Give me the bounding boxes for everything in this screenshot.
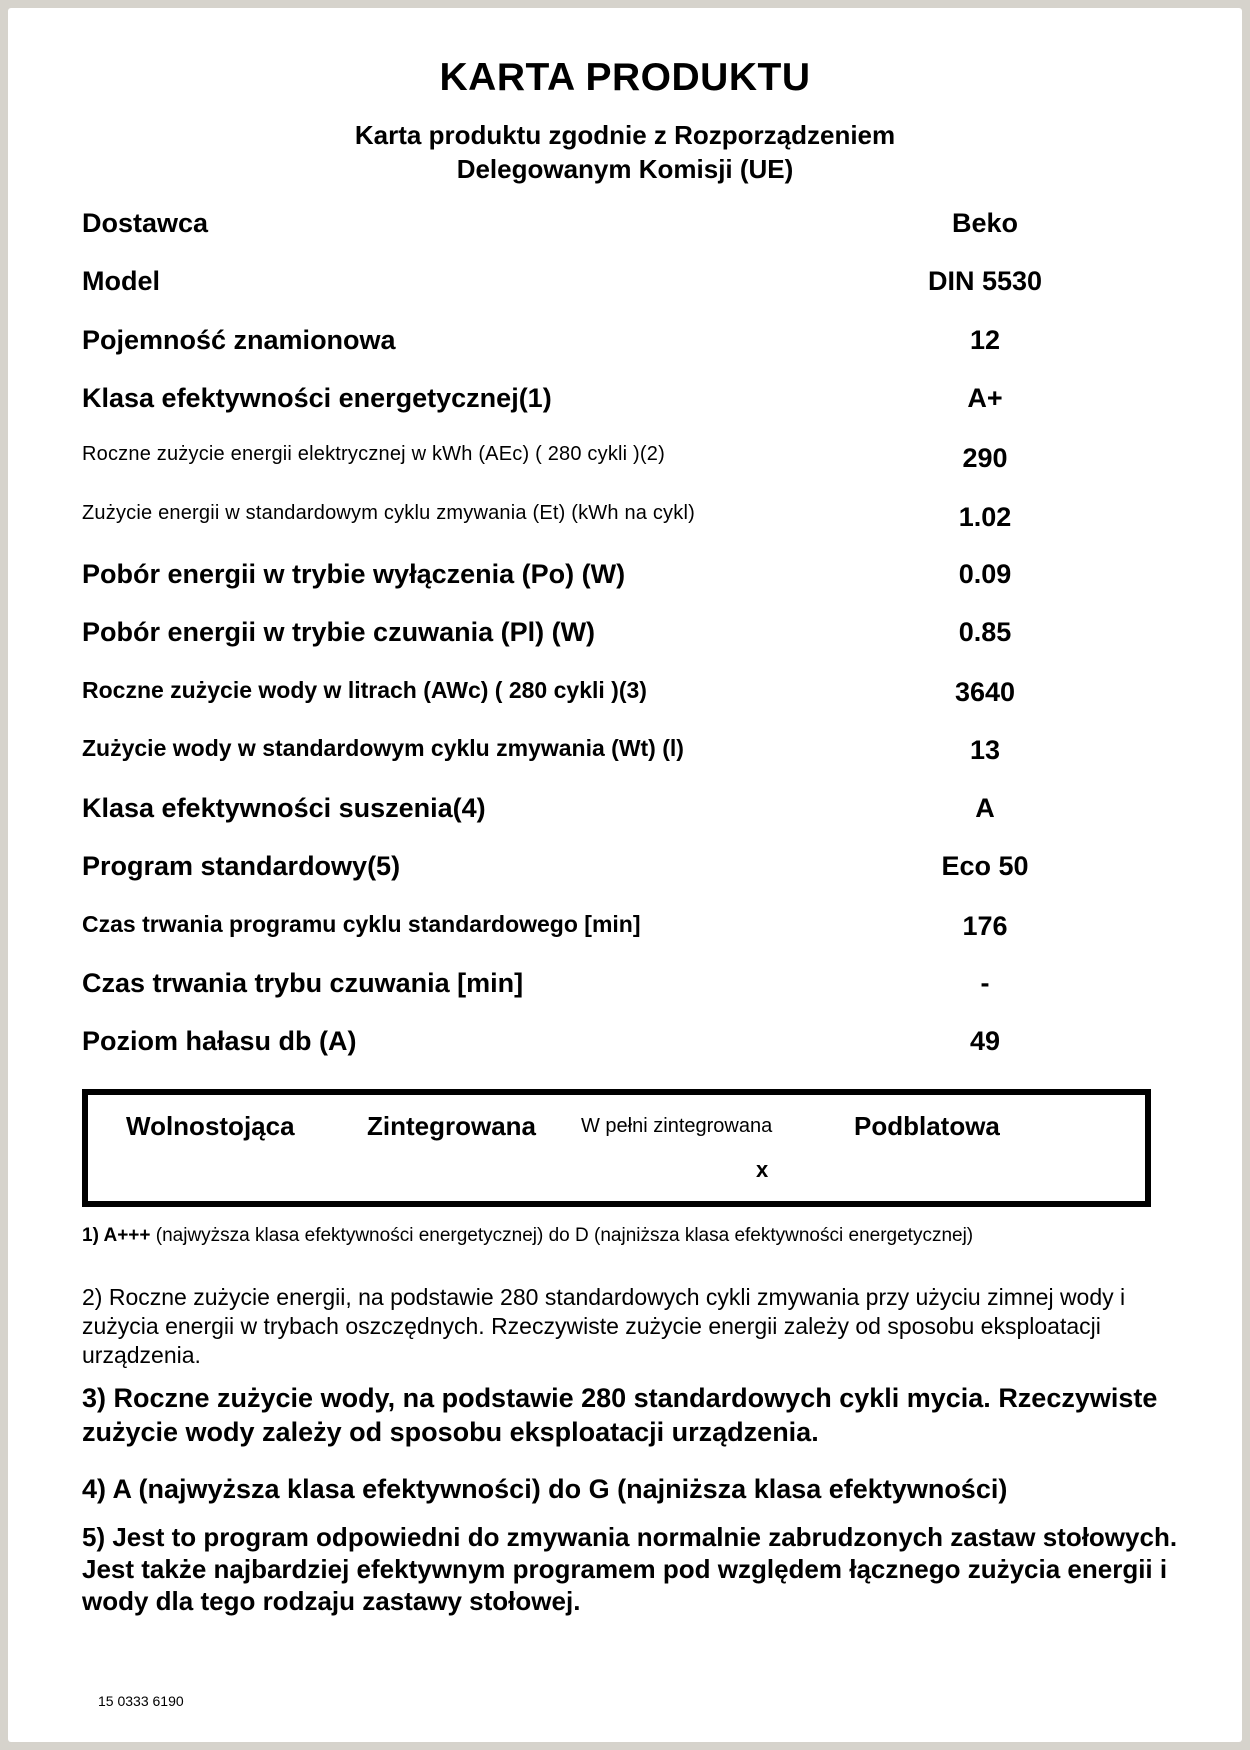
row-value: 1.02 [958,502,1012,532]
row-label: Pobór energii w trybie czuwania (Pl) (W) [82,617,596,647]
row-label: Czas trwania programu cyklu standardowego [min] [82,911,641,937]
row-label: Roczne zużycie energii elektrycznej w kWh (AEc) ( 280 cykli )(2) [82,443,665,465]
row-label: Roczne zużycie wody w litrach (AWc) ( 280 cykli )(3) [82,677,647,703]
install-type-fully-integrated: W pełni zintegrowana [581,1115,773,1137]
row-value: DIN 5530 [927,266,1043,296]
footnote-1 [82,1225,1182,1247]
row-value: A+ [967,383,1003,413]
install-type-undercounter: Podblatowa [854,1111,1000,1141]
footnote-1-prefix: 1) A+++ [82,1225,151,1246]
page-title: KARTA PRODUKTU [439,56,811,99]
subtitle-line-2: Delegowanym Komisji (UE) [456,154,794,184]
row-value: 49 [969,1026,1001,1056]
install-type-integrated: Zintegrowana [367,1111,537,1141]
product-sheet [8,8,1242,1742]
installation-type-box [82,1089,1151,1207]
row-label: Program standardowy(5) [82,851,401,881]
row-label: Zużycie wody w standardowym cyklu zmywania (Wt) (l) [82,735,684,761]
row-value: A [975,793,995,823]
row-value: 13 [969,735,1001,765]
install-type-freestanding: Wolnostojąca [126,1111,295,1141]
install-type-selected-mark: x [756,1157,769,1182]
footnote-5: 5) Jest to program odpowiedni do zmywania normalnie zabrudzonych zastaw stołowych. Jest także najbardziej efektywnym programem pod względem łącznego zużycia energii i wody dla tego rodzaju zastawy stołowej. [82,1522,1178,1616]
row-value: 0.85 [958,617,1012,647]
row-label: Klasa efektywności energetycznej(1) [82,383,552,413]
row-value: Eco 50 [941,851,1029,881]
row-value: 290 [962,443,1008,473]
subtitle-line-1: Karta produktu zgodnie z Rozporządzeniem [354,120,896,150]
row-label: Model [82,266,160,296]
row-value: 3640 [954,677,1016,707]
footnote-1-text: (najwyższa klasa efektywności energetycznej) do D (najniższa klasa efektywności energetycznej) [150,1225,974,1246]
footnote-2: 2) Roczne zużycie energii, na podstawie 280 standardowych cykli zmywania przy użyciu zimnej wody i zużycia energii w trybach oszczędnych. Rzeczywiste zużycie energii zależy od sposobu eksploatacji urządzenia. [82,1284,1126,1368]
row-label: Klasa efektywności suszenia(4) [82,793,486,823]
row-value: 176 [962,911,1008,941]
row-label: Poziom hałasu db (A) [82,1026,357,1056]
row-value: 12 [969,325,1001,355]
row-label: Zużycie energii w standardowym cyklu zmywania (Et) (kWh na cykl) [82,502,695,524]
footnote-3: 3) Roczne zużycie wody, na podstawie 280 standardowych cykli mycia. Rzeczywiste zużycie wody zależy od sposobu eksploatacji urządzenia. [82,1383,1158,1447]
row-value: Beko [951,208,1019,238]
row-value: - [980,968,990,998]
row-label: Pobór energii w trybie wyłączenia (Po) (W) [82,559,626,589]
row-label: Dostawca [82,208,209,238]
document-code: 15 0333 6190 [98,1693,184,1709]
row-label: Czas trwania trybu czuwania [min] [82,968,524,998]
page-subtitle [8,118,1242,186]
footnote-4: 4) A (najwyższa klasa efektywności) do G (najniższa klasa efektywności) [82,1474,1008,1504]
row-value: 0.09 [958,559,1012,589]
row-label: Pojemność znamionowa [82,325,396,355]
